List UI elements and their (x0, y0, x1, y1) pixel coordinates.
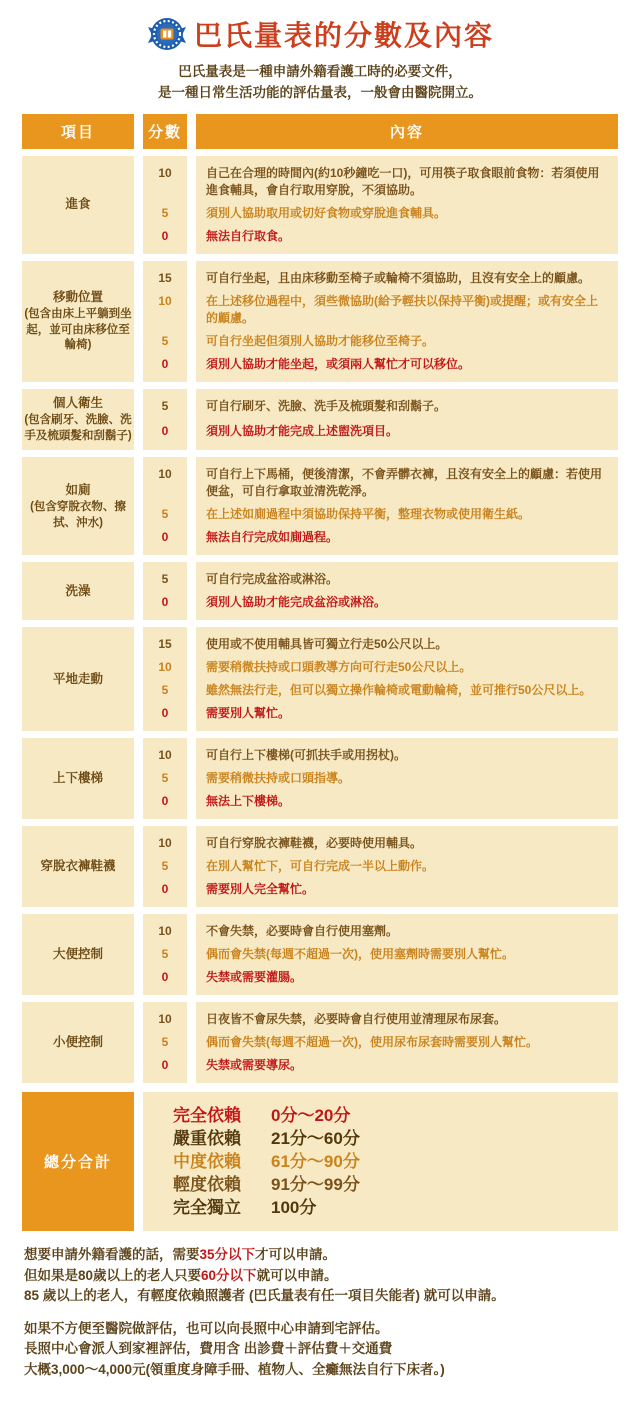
total-score-label: 總分合計 (22, 1092, 134, 1231)
item-cell (22, 914, 134, 995)
item-name: 小便控制 (52, 1035, 103, 1050)
content-cell: 不會失禁，必要時會自行使用塞劑。 (196, 914, 618, 943)
content-cell: 偶而會失禁(每週不超過一次)，使用塞劑時需要別人幫忙。 (196, 943, 618, 966)
score-cell: 10 (143, 290, 187, 330)
score-cell: 10 (143, 156, 187, 202)
table-row (22, 826, 618, 907)
score-cell: 5 (143, 562, 187, 591)
page-header (0, 14, 640, 54)
score-cell: 5 (143, 855, 187, 878)
dependency-level-label: 輕度依賴 (173, 1175, 241, 1195)
table-row (22, 1002, 618, 1083)
item-name: 洗澡 (65, 583, 91, 598)
score-cell: 5 (143, 202, 187, 225)
content-cell: 可自行刷牙、洗臉、洗手及梳頭髮和刮鬍子。 (196, 389, 618, 420)
barthel-badge-icon (146, 15, 188, 53)
score-cell: 5 (143, 330, 187, 353)
note-line (24, 1339, 640, 1359)
note-line (24, 1245, 640, 1265)
item-cell (22, 457, 134, 555)
item-name: 如廁 (65, 482, 91, 497)
content-cell: 需要稍微扶持或口頭指導。 (196, 767, 618, 790)
score-cell: 0 (143, 790, 187, 819)
dependency-level-range: 100分 (271, 1198, 317, 1218)
content-cell: 失禁或需要導尿。 (196, 1054, 618, 1083)
application-notes (24, 1245, 640, 1380)
item-note: (包含穿脫衣物、擦拭、沖水) (30, 501, 126, 529)
score-cell: 0 (143, 878, 187, 907)
score-cell: 10 (143, 826, 187, 855)
score-cell: 0 (143, 353, 187, 382)
content-cell: 在上述如廁過程中須協助保持平衡，整理衣物或使用衛生紙。 (196, 503, 618, 526)
note-line (24, 1266, 640, 1286)
total-score-levels (143, 1092, 618, 1231)
content-cell: 需要別人完全幫忙。 (196, 878, 618, 907)
content-cell: 在上述移位過程中，須些微協助(給予輕扶以保持平衡)或提醒；或有安全上的顧慮。 (196, 290, 618, 330)
item-name: 上下樓梯 (52, 771, 103, 786)
item-name: 進食 (65, 197, 91, 212)
total-score-row (22, 1092, 618, 1231)
score-cell: 0 (143, 526, 187, 555)
note-text: 就可以申請。 (256, 1267, 338, 1283)
dependency-level-line (173, 1150, 608, 1173)
score-cell: 0 (143, 225, 187, 254)
table-row (22, 156, 618, 254)
dependency-level-range: 21分～60分 (271, 1129, 360, 1149)
score-cell: 15 (143, 261, 187, 290)
content-cell: 須別人協助才能完成上述盥洗項目。 (196, 420, 618, 451)
note-line (24, 1319, 640, 1339)
note-line (24, 1360, 640, 1380)
score-cell: 10 (143, 656, 187, 679)
item-name: 個人衛生 (52, 395, 103, 410)
content-cell: 無法自行取食。 (196, 225, 618, 254)
item-cell (22, 389, 134, 451)
item-cell (22, 826, 134, 907)
item-cell (22, 562, 134, 620)
item-note: (包含刷牙、洗臉、洗手及梳頭髮和刮鬍子) (24, 414, 132, 442)
content-cell: 須別人協助才能完成盆浴或淋浴。 (196, 591, 618, 620)
item-cell (22, 1002, 134, 1083)
score-cell: 0 (143, 1054, 187, 1083)
score-cell: 10 (143, 1002, 187, 1031)
subtitle-line-2: 是一種日常生活功能的評估量表，一般會由醫院開立。 (158, 84, 482, 100)
dependency-level-range: 0分～20分 (271, 1106, 351, 1126)
score-cell: 10 (143, 738, 187, 767)
content-cell: 需要別人幫忙。 (196, 702, 618, 731)
score-cell: 0 (143, 420, 187, 451)
score-cell: 5 (143, 943, 187, 966)
content-cell: 無法自行完成如廁過程。 (196, 526, 618, 555)
content-cell: 使用或不使用輔具皆可獨立行走50公尺以上。 (196, 627, 618, 656)
dependency-level-line (173, 1196, 608, 1219)
note-text: 但如果是80歲以上的老人只要 (24, 1267, 202, 1283)
content-cell: 可自行坐起但須別人協助才能移位至椅子。 (196, 330, 618, 353)
dependency-level-label: 中度依賴 (173, 1152, 241, 1172)
note-text: 大概3,000～4,000元(領重度身障手冊、植物人、全癱無法自行下床者。) (24, 1361, 445, 1377)
score-cell: 0 (143, 591, 187, 620)
content-cell: 可自行穿脫衣褲鞋襪，必要時使用輔具。 (196, 826, 618, 855)
table-row (22, 389, 618, 451)
subtitle-line-1: 巴氏量表是一種申請外籍看護工時的必要文件， (178, 64, 462, 79)
table-row (22, 627, 618, 731)
note-highlight: 60分以下 (201, 1267, 257, 1283)
barthel-table-body (22, 156, 618, 1084)
item-cell (22, 156, 134, 254)
content-cell: 須別人協助才能坐起，或須兩人幫忙才可以移位。 (196, 353, 618, 382)
table-row (22, 562, 618, 620)
item-name: 穿脫衣褲鞋襪 (40, 859, 116, 874)
score-cell: 15 (143, 627, 187, 656)
score-cell: 5 (143, 503, 187, 526)
score-cell: 0 (143, 966, 187, 995)
score-cell: 0 (143, 702, 187, 731)
table-row (22, 738, 618, 819)
dependency-level-line (173, 1104, 608, 1127)
content-cell: 可自行上下樓梯(可抓扶手或用拐杖)。 (196, 738, 618, 767)
item-name: 大便控制 (52, 947, 103, 962)
column-header-content: 內容 (196, 114, 618, 149)
note-text: 85 歲以上的老人，有輕度依賴照護者 (巴氏量表有任一項目失能者) 就可以申請。 (24, 1287, 505, 1303)
content-cell: 在別人幫忙下，可自行完成一半以上動作。 (196, 855, 618, 878)
content-cell: 須別人協助取用或切好食物或穿脫進食輔具。 (196, 202, 618, 225)
dependency-level-label: 完全獨立 (173, 1198, 241, 1218)
dependency-level-line (173, 1173, 608, 1196)
dependency-level-range: 91分～99分 (271, 1175, 360, 1195)
note-paragraph (24, 1319, 640, 1380)
note-highlight: 35分以下 (199, 1247, 256, 1263)
score-cell: 5 (143, 1031, 187, 1054)
content-cell: 需要稍微扶持或口頭教導方向可行走50公尺以上。 (196, 656, 618, 679)
note-text: 長照中心會派人到家裡評估，費用含 出診費＋評估費＋交通費 (24, 1341, 393, 1357)
content-cell: 可自行坐起，且由床移動至椅子或輪椅不須協助，且沒有安全上的顧慮。 (196, 261, 618, 290)
dependency-level-line (173, 1127, 608, 1150)
dependency-level-label: 完全依賴 (173, 1106, 241, 1126)
content-cell: 失禁或需要灌腸。 (196, 966, 618, 995)
item-cell (22, 627, 134, 731)
table-row (22, 457, 618, 555)
note-text: 如果不方便至醫院做評估，也可以向長照中心申請到宅評估。 (24, 1321, 389, 1337)
content-cell: 無法上下樓梯。 (196, 790, 618, 819)
content-cell: 偶而會失禁(每週不超過一次)，使用尿布尿套時需要別人幫忙。 (196, 1031, 618, 1054)
table-header-row (22, 114, 618, 149)
dependency-level-label: 嚴重依賴 (173, 1129, 241, 1149)
table-row (22, 914, 618, 995)
item-name: 移動位置 (52, 289, 103, 304)
score-cell: 5 (143, 679, 187, 702)
column-header-score: 分數 (143, 114, 187, 149)
content-cell: 可自行上下馬桶，便後清潔，不會弄髒衣褲，且沒有安全上的顧慮：若使用便盆，可自行拿取並清洗乾淨。 (196, 457, 618, 503)
dependency-level-range: 61分～90分 (271, 1152, 360, 1172)
note-paragraph (24, 1245, 640, 1306)
page-title: 巴氏量表的分數及內容 (193, 20, 494, 51)
content-cell: 雖然無法行走，但可以獨立操作輪椅或電動輪椅，並可推行50公尺以上。 (196, 679, 618, 702)
item-cell (22, 738, 134, 819)
content-cell: 自己在合理的時間內(約10秒鐘吃一口)，可用筷子取食眼前食物：若須使用進食輔具，會自行取用穿脫，不須協助。 (196, 156, 618, 202)
page-subtitle (0, 62, 640, 104)
barthel-table (22, 114, 618, 1232)
content-cell: 日夜皆不會尿失禁，必要時會自行使用並清理尿布尿套。 (196, 1002, 618, 1031)
content-cell: 可自行完成盆浴或淋浴。 (196, 562, 618, 591)
score-cell: 5 (143, 389, 187, 420)
score-cell: 5 (143, 767, 187, 790)
note-text: 才可以申請。 (255, 1247, 337, 1263)
column-header-item: 項目 (22, 114, 134, 149)
item-note: (包含由床上平躺到坐起，並可由床移位至輪椅) (24, 308, 132, 352)
score-cell: 10 (143, 457, 187, 503)
table-row (22, 261, 618, 382)
item-cell (22, 261, 134, 382)
score-cell: 10 (143, 914, 187, 943)
note-text: 想要申請外籍看護的話，需要 (24, 1247, 200, 1263)
note-line (24, 1286, 640, 1306)
item-name: 平地走動 (52, 671, 103, 686)
